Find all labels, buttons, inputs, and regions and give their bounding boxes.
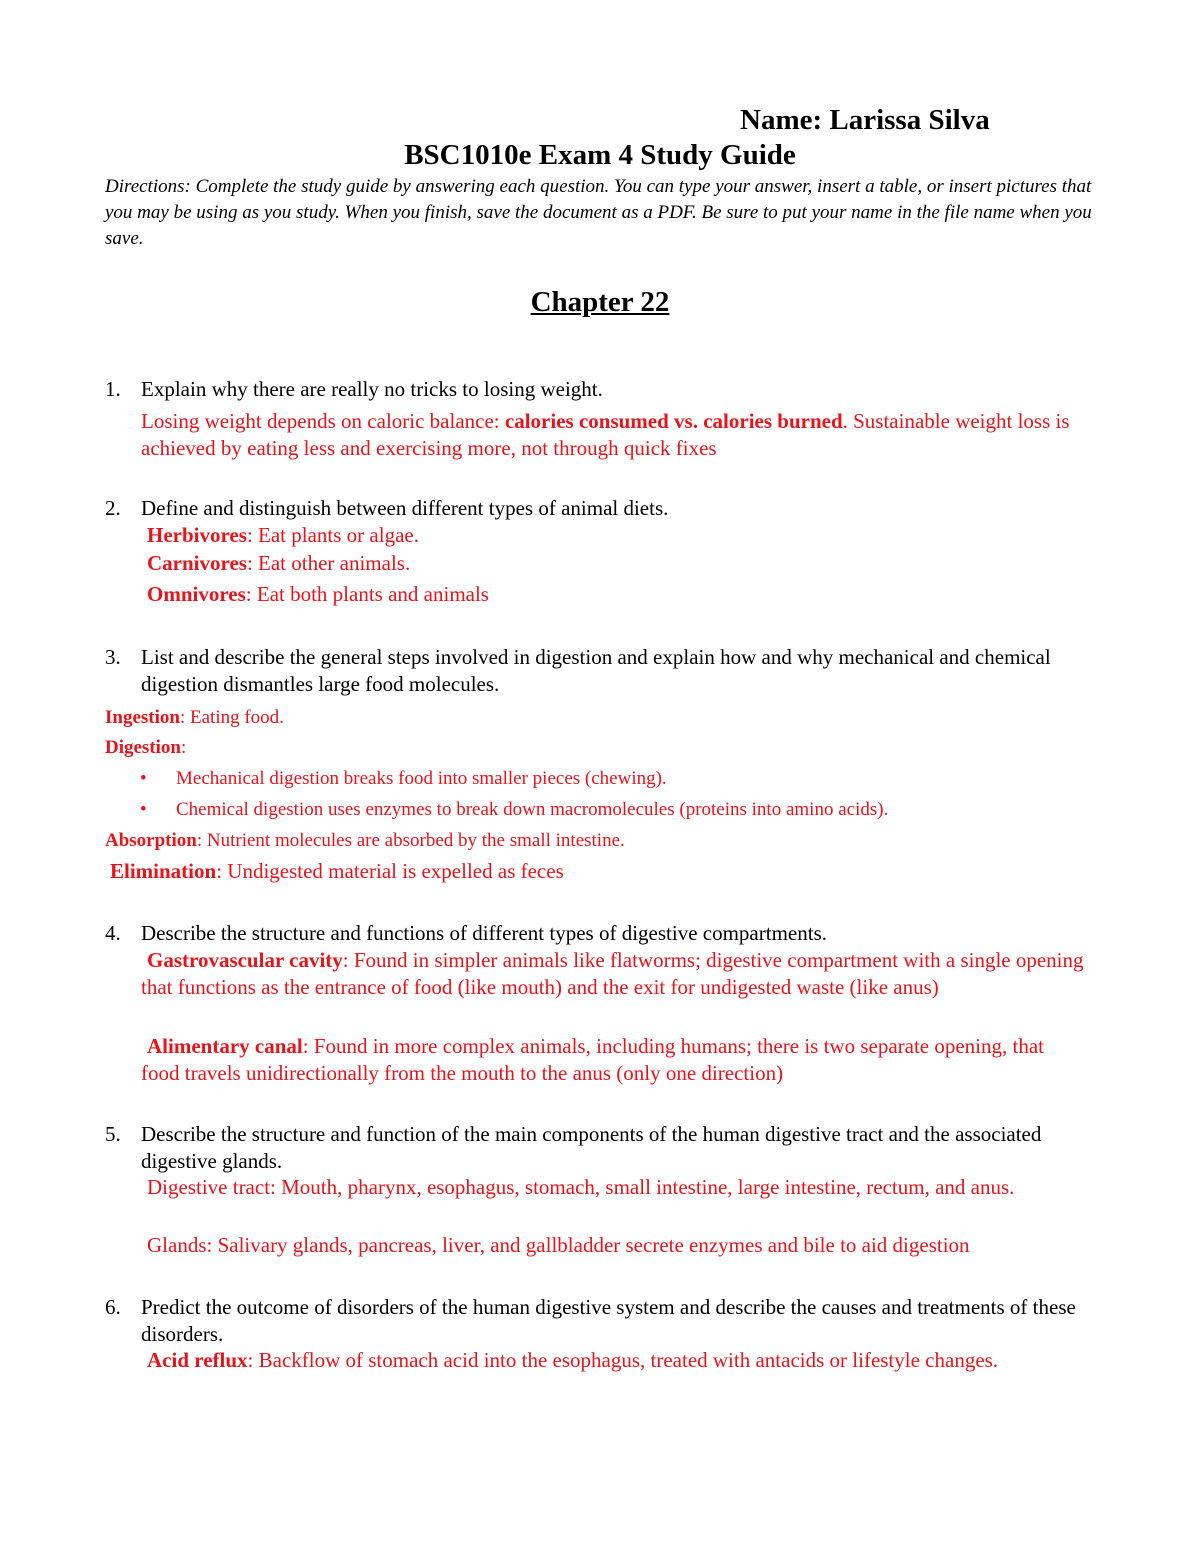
question-text: Define and distinguish between different types of animal diets. (141, 496, 669, 520)
document-title: BSC1010e Exam 4 Study Guide (404, 139, 796, 171)
answer-text: : Nutrient molecules are absorbed by the small intestine. (196, 830, 625, 851)
answer-digestive-tract: Digestive tract: Mouth, pharynx, esophagus, stomach, small intestine, large intestine, rectum, and anus. (147, 1175, 1015, 1199)
chapter-heading: Chapter 22 (530, 286, 670, 318)
answer-term: Elimination (110, 859, 217, 883)
answer-text: : Found in simpler animals like flatworms; digestive compartment with a single opening that functions as the entrance of food (like mouth) and the exit for undigested waste (like anus) (141, 948, 1084, 999)
answer-term: Omnivores (147, 582, 246, 606)
answer-text: : Found in more complex animals, including humans; there is two separate opening, that food travels unidirectionally from the mouth to the anus (only one direction) (141, 1034, 1044, 1085)
bullet-icon: • (140, 768, 147, 789)
question-number: 4. (105, 921, 121, 945)
answer-gastrovascular (141, 947, 1086, 1001)
answer-carnivores (147, 550, 1097, 577)
answer-term: Herbivores (147, 523, 247, 547)
question-number: 5. (105, 1122, 121, 1146)
answer-text: . Sustainable weight loss is achieved by eating less and exercising more, not through quick fixes (141, 409, 1070, 460)
question-text: List and describe the general steps involved in digestion and explain how and why mechanical and chemical digestion dismantles large food molecules. (141, 645, 1051, 696)
answer-term: Alimentary canal (147, 1034, 303, 1058)
answer-herbivores (147, 522, 1097, 549)
answer-term: Absorption (105, 830, 197, 851)
answer-glands: Glands: Salivary glands, pancreas, liver, and gallbladder secrete enzymes and bile to aid digestion (147, 1233, 970, 1257)
answer-emphasis: calories consumed vs. calories burned (504, 409, 843, 433)
directions-text: Directions: Complete the study guide by answering each question. You can type your answer, insert a table, or insert pictures that you may be using as you study. When you finish, save the document as a PDF. Be sure to put your name in the file name when you save. (105, 176, 1092, 249)
answer-digestion (105, 734, 186, 761)
bullet-text: Chemical digestion uses enzymes to break down macromolecules (proteins into amino acids). (176, 799, 889, 820)
answer-text: : Backflow of stomach acid into the esophagus, treated with antacids or lifestyle changes. (247, 1348, 999, 1372)
question-text: Predict the outcome of disorders of the human digestive system and describe the causes and treatments of these disorders. (141, 1295, 1076, 1346)
answer-ingestion (105, 704, 284, 731)
answer-text: : Eat plants or algae. (246, 523, 419, 547)
answer-text: Losing weight depends on caloric balance: (141, 409, 505, 433)
question-number: 3. (105, 645, 121, 669)
bullet-mechanical (140, 765, 147, 792)
student-name: Name: Larissa Silva (740, 104, 990, 136)
question-text: Describe the structure and function of the main components of the human digestive tract and the associated digestive glands. (141, 1122, 1042, 1173)
question-number: 2. (105, 496, 121, 520)
answer-term: Gastrovascular cavity (147, 948, 343, 972)
answer-alimentary (141, 1033, 1086, 1087)
answer-text: : (181, 737, 187, 758)
question-number: 6. (105, 1295, 121, 1319)
question-text: Describe the structure and functions of different types of digestive compartments. (141, 921, 827, 945)
answer-omnivores (147, 581, 1097, 608)
bullet-icon: • (140, 799, 147, 820)
answer-text: : Eat both plants and animals (245, 582, 489, 606)
answer-absorption (105, 827, 625, 854)
answer-text: : Eat other animals. (246, 551, 411, 575)
answer-term: Acid reflux (147, 1348, 248, 1372)
question-number: 1. (105, 377, 121, 401)
answer-term: Carnivores (147, 551, 247, 575)
answer-elimination (110, 858, 564, 885)
answer-1 (141, 408, 1091, 462)
bullet-chemical (140, 796, 147, 823)
question-text: Explain why there are really no tricks to losing weight. (141, 377, 603, 401)
answer-term: Digestion (105, 737, 181, 758)
answer-term: Ingestion (105, 707, 180, 728)
answer-acid-reflux (141, 1347, 1041, 1374)
bullet-text: Mechanical digestion breaks food into smaller pieces (chewing). (176, 768, 667, 789)
answer-text: : Eating food. (179, 707, 284, 728)
answer-text: : Undigested material is expelled as feces (216, 859, 564, 883)
